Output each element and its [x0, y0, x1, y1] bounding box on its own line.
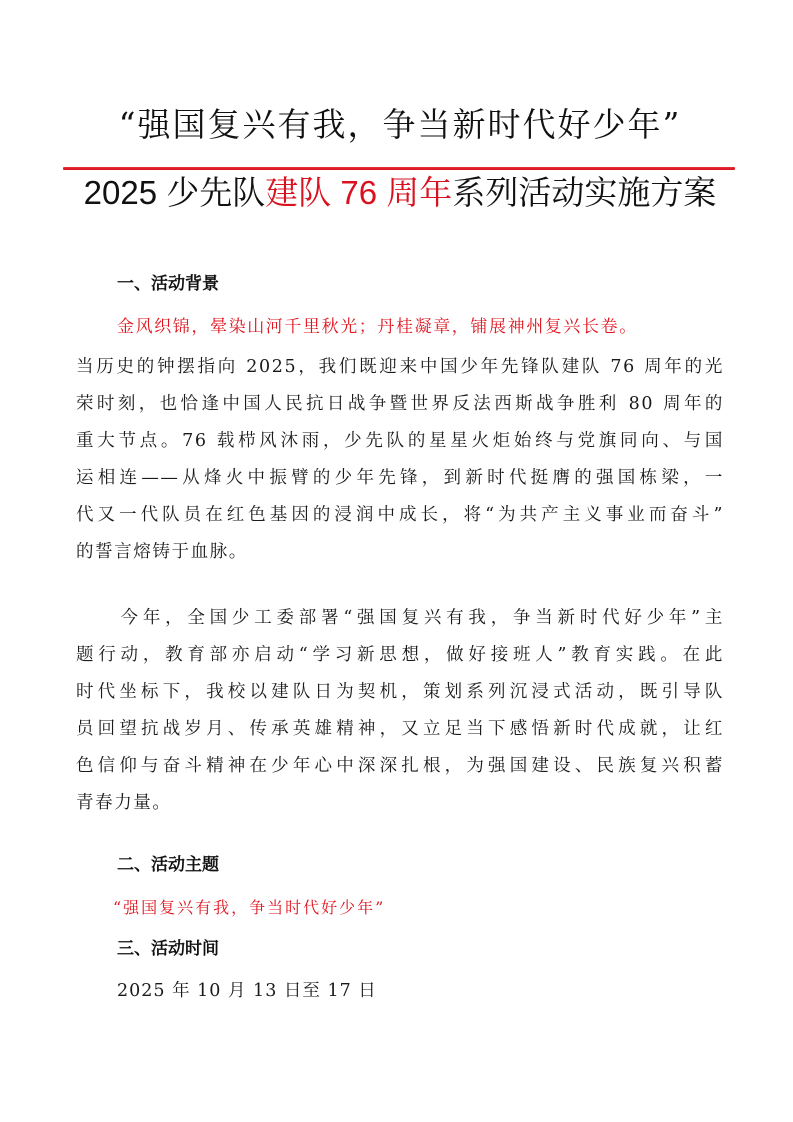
paragraph-line: 代又一代队员在红色基因的浸润中成长，将“为共产主义事业而奋斗” — [76, 505, 724, 525]
paragraph-line: 重大节点。76 载栉风沐雨，少先队的星星火炬始终与党旗同向、与国 — [76, 431, 724, 451]
activity-date: 2025 年 10 月 13 日至 17 日 — [117, 981, 377, 1001]
activity-theme: “强国复兴有我，争当时代好少年” — [113, 898, 386, 917]
paragraph-line: 时代坐标下，我校以建队日为契机，策划系列沉浸式活动，既引导队 — [76, 682, 724, 702]
subtitle-part-anniversary: 建队 76 周年 — [265, 174, 453, 211]
paragraph-line: 员回望抗战岁月、传承英雄精神，又立足当下感悟新时代成就，让红 — [76, 719, 724, 739]
section-heading-time: 三、活动时间 — [117, 939, 219, 959]
paragraph-line: 青春力量。 — [76, 793, 172, 813]
section-heading-background: 一、活动背景 — [117, 274, 219, 294]
section-heading-theme: 二、活动主题 — [117, 855, 219, 875]
subtitle-part-plan: 系列活动实施方案 — [452, 174, 717, 211]
background-red-intro: 金风织锦，晕染山河千里秋光；丹桂凝章，铺展神州复兴长卷。 — [117, 317, 638, 337]
paragraph-line: 荣时刻，也恰逢中国人民抗日战争暨世界反法西斯战争胜利 80 周年的 — [76, 394, 724, 414]
paragraph-line: 的誓言熔铸于血脉。 — [76, 542, 248, 562]
paragraph-line: 色信仰与奋斗精神在少年心中深深扎根，为强国建设、民族复兴积蓄 — [76, 756, 724, 776]
paragraph-line: 题行动，教育部亦启动“学习新思想，做好接班人”教育实践。在此 — [76, 645, 724, 665]
paragraph-line: 今年，全国少工委部署“强国复兴有我，争当新时代好少年”主 — [76, 608, 724, 628]
background-paragraph-2 — [76, 600, 724, 822]
paragraph-line: 当历史的钟摆指向 2025，我们既迎来中国少年先锋队建队 76 周年的光 — [76, 357, 724, 377]
paragraph-line: 运相连——从烽火中振臂的少年先锋，到新时代挺膺的强国栋梁，一 — [76, 468, 724, 488]
document-subtitle — [60, 168, 740, 218]
document-title: “强国复兴有我，争当新时代好少年” — [118, 105, 682, 144]
background-paragraph-1 — [76, 349, 724, 571]
subtitle-part-year: 2025 少先队 — [83, 174, 266, 211]
